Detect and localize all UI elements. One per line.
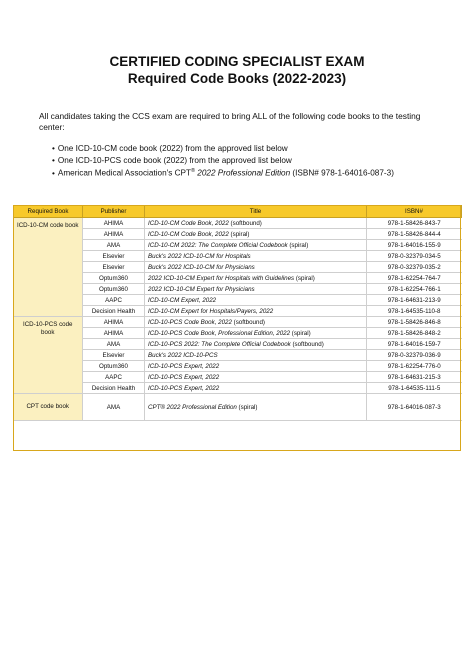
title-cell — [145, 328, 367, 339]
isbn-cell: 978-0-32379-034-5 — [367, 251, 462, 262]
table-body — [14, 218, 462, 421]
book-format: (spiral) — [228, 230, 250, 238]
book-title: 2022 ICD-10-CM Expert for Hospitals with Guidelines — [148, 274, 295, 282]
title-cell — [145, 273, 367, 284]
title-cell — [145, 284, 367, 295]
publisher-cell: Elsevier — [83, 251, 145, 262]
publisher-cell: AAPC — [83, 372, 145, 383]
isbn-cell: 978-1-64016-155-9 — [367, 240, 462, 251]
publisher-cell: Decision Health — [83, 383, 145, 394]
title-cell — [145, 350, 367, 361]
book-title: CPT® 2022 Professional Edition — [148, 403, 237, 411]
title-line-1: CERTIFIED CODING SPECIALIST EXAM — [109, 54, 365, 69]
header-title: Title — [145, 206, 367, 218]
title-cell — [145, 306, 367, 317]
header-publisher: Publisher — [83, 206, 145, 218]
header-isbn: ISBN# — [367, 206, 462, 218]
isbn-cell: 978-1-64535-110-8 — [367, 306, 462, 317]
book-format: (softbound) — [231, 318, 265, 326]
intro-paragraph: All candidates taking the CCS exam are required to bring ALL of the following code books to the testing center: — [39, 111, 421, 132]
title-cell — [145, 240, 367, 251]
title-cell — [145, 262, 367, 273]
book-title: ICD-10-CM Code Book, 2022 — [148, 219, 229, 227]
table-row — [14, 218, 462, 229]
book-title: ICD-10-CM Code Book, 2022 — [148, 230, 229, 238]
title-cell — [145, 372, 367, 383]
isbn-cell: 978-1-64631-215-3 — [367, 372, 462, 383]
book-title: ICD-10-CM 2022: The Complete Official Codebook — [148, 241, 288, 249]
publisher-cell: Elsevier — [83, 350, 145, 361]
requirements-list — [52, 143, 394, 179]
book-format: (spiral) — [294, 274, 315, 282]
title-cell — [145, 218, 367, 229]
book-title: ICD-10-PCS Code Book, 2022 — [148, 318, 232, 326]
title-cell — [145, 339, 367, 350]
table-row — [14, 317, 462, 328]
isbn-cell: 978-1-64016-159-7 — [367, 339, 462, 350]
isbn-cell: 978-1-58426-843-7 — [367, 218, 462, 229]
book-title: Buck's 2022 ICD-10-CM for Physicians — [148, 263, 255, 271]
title-cell — [145, 295, 367, 306]
isbn-cell: 978-1-58426-846-8 — [367, 317, 462, 328]
title-cell — [145, 229, 367, 240]
isbn-cell: 978-1-58426-844-4 — [367, 229, 462, 240]
book-title: ICD-10-CM Expert, 2022 — [148, 296, 217, 304]
title-cell — [145, 251, 367, 262]
book-title: Buck's 2022 ICD-10-CM for Hospitals — [148, 252, 251, 260]
book-title: ICD-10-PCS Expert, 2022 — [148, 373, 220, 381]
required-book-cell: CPT code book — [14, 394, 83, 421]
title-cell — [145, 317, 367, 328]
table-row — [14, 394, 462, 421]
document-title — [0, 53, 474, 87]
publisher-cell: Optum360 — [83, 284, 145, 295]
isbn-cell: 978-1-64016-087-3 — [367, 394, 462, 421]
list-item: • One ICD-10-PCS code book (2022) from the approved list below — [52, 155, 394, 167]
list-item: • One ICD-10-CM code book (2022) from the approved list below — [52, 143, 394, 155]
title-cell — [145, 383, 367, 394]
required-book-cell: ICD-10-PCS code book — [14, 317, 83, 394]
required-book-cell: ICD-10-CM code book — [14, 218, 83, 317]
title-cell — [145, 394, 367, 421]
title-line-2: Required Code Books (2022-2023) — [127, 71, 347, 86]
isbn-cell: 978-1-58426-848-2 — [367, 328, 462, 339]
publisher-cell: AHIMA — [83, 229, 145, 240]
book-title: ICD-10-PCS Code Book, Professional Edition, 2022 — [148, 329, 291, 337]
header-required-book: Required Book — [14, 206, 83, 218]
code-books-table — [13, 205, 462, 421]
isbn-cell: 978-1-62254-766-1 — [367, 284, 462, 295]
isbn-cell: 978-1-64535-111-5 — [367, 383, 462, 394]
isbn-cell: 978-1-62254-764-7 — [367, 273, 462, 284]
publisher-cell: AHIMA — [83, 328, 145, 339]
publisher-cell: AHIMA — [83, 317, 145, 328]
publisher-cell: Decision Health — [83, 306, 145, 317]
list-item: • American Medical Association's CPT® 2022 Professional Edition (ISBN# 978-1-64016-087-3) — [52, 166, 394, 179]
isbn-cell: 978-0-32379-036-9 — [367, 350, 462, 361]
book-format: (spiral) — [236, 403, 258, 411]
book-format: (softbound) — [228, 219, 262, 227]
isbn-cell: 978-0-32379-035-2 — [367, 262, 462, 273]
book-format: (spiral) — [287, 241, 309, 249]
publisher-cell: AHIMA — [83, 218, 145, 229]
publisher-cell: AAPC — [83, 295, 145, 306]
book-format: (softbound) — [290, 340, 324, 348]
publisher-cell: AMA — [83, 394, 145, 421]
isbn-cell: 978-1-64631-213-9 — [367, 295, 462, 306]
table-header-row — [14, 206, 462, 218]
publisher-cell: Elsevier — [83, 262, 145, 273]
book-title: ICD-10-PCS Expert, 2022 — [148, 384, 220, 392]
book-title: ICD-10-CM Expert for Hospitals/Payers, 2022 — [148, 307, 274, 315]
isbn-cell: 978-1-62254-776-0 — [367, 361, 462, 372]
title-cell — [145, 361, 367, 372]
book-title: Buck's 2022 ICD-10-PCS — [148, 351, 218, 359]
book-format: (spiral) — [290, 329, 311, 337]
book-title: 2022 ICD-10-CM Expert for Physicians — [148, 285, 255, 293]
publisher-cell: Optum360 — [83, 273, 145, 284]
book-title: ICD-10-PCS Expert, 2022 — [148, 362, 220, 370]
publisher-cell: AMA — [83, 339, 145, 350]
publisher-cell: Optum360 — [83, 361, 145, 372]
publisher-cell: AMA — [83, 240, 145, 251]
book-title: ICD-10-PCS 2022: The Complete Official Codebook — [148, 340, 291, 348]
